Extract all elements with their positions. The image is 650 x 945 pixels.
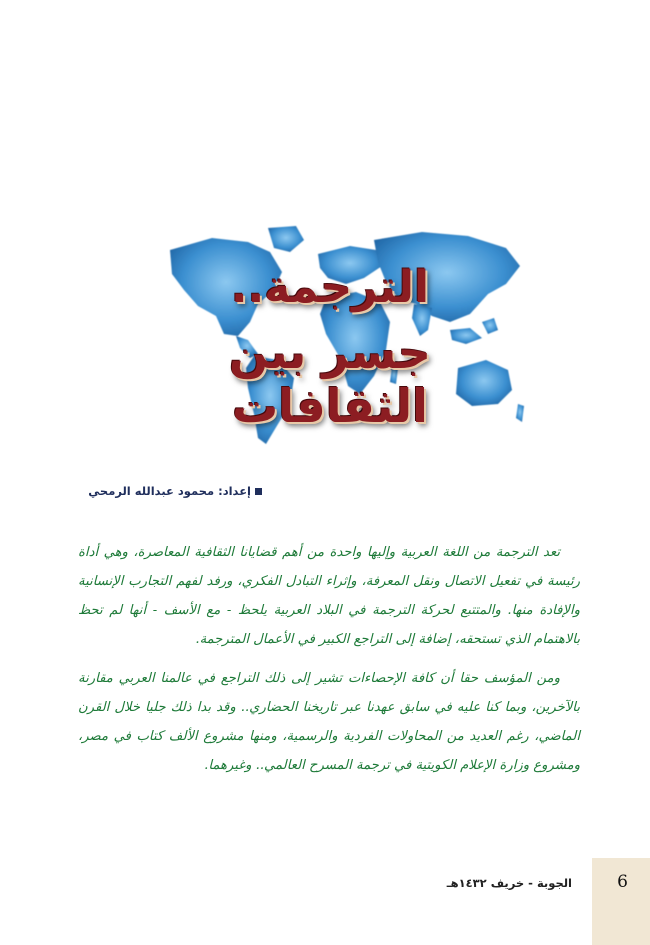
body-paragraph: تعد الترجمة من اللغة العربية وإليها واحدة من أهم قضايانا الثقافية المعاصرة، وهي أداة رئيسة في تفعيل الاتصال ونقل المعرفة، وإثراء التبادل الفكري، ورفد لفهم التجارب الإنسانية والإفادة منها. والمتتبع لحركة الترجمة في البلاد العربية يلحظ - مع الأسف - أنها لم تحظ بالاهتمام الذي تستحقه، إضافة إلى التراجع الكبير في الأعمال المترجمة.: [78, 545, 580, 647]
article-body: [78, 538, 580, 790]
author-byline: [88, 484, 262, 498]
article-title-line-2: جسر بين الثقافات: [228, 325, 432, 433]
running-footer: الجوبة - خريف ١٤٣٢هـ: [446, 876, 572, 890]
author-name: إعداد: محمود عبدالله الرمحي: [88, 484, 251, 498]
square-bullet-icon: [255, 488, 262, 495]
article-title-line-1: الترجمة..: [230, 262, 430, 313]
page-number: 6: [617, 872, 628, 892]
body-paragraph: ومن المؤسف حقا أن كافة الإحصاءات تشير إلى ذلك التراجع في عالمنا العربي مقارنة بالآخرين، وبما كنا عليه في سابق عهدنا عبر تاريخنا الحضاري.. وقد بدا ذلك جليا خلال القرن الماضي، رغم العديد من المحاولات الفردية والرسمية، ومنها مشروع الألف كتاب في مصر، ومشروع وزارة الإعلام الكويتية في ترجمة المسرح العالمي.. وغيرهما.: [78, 671, 580, 773]
